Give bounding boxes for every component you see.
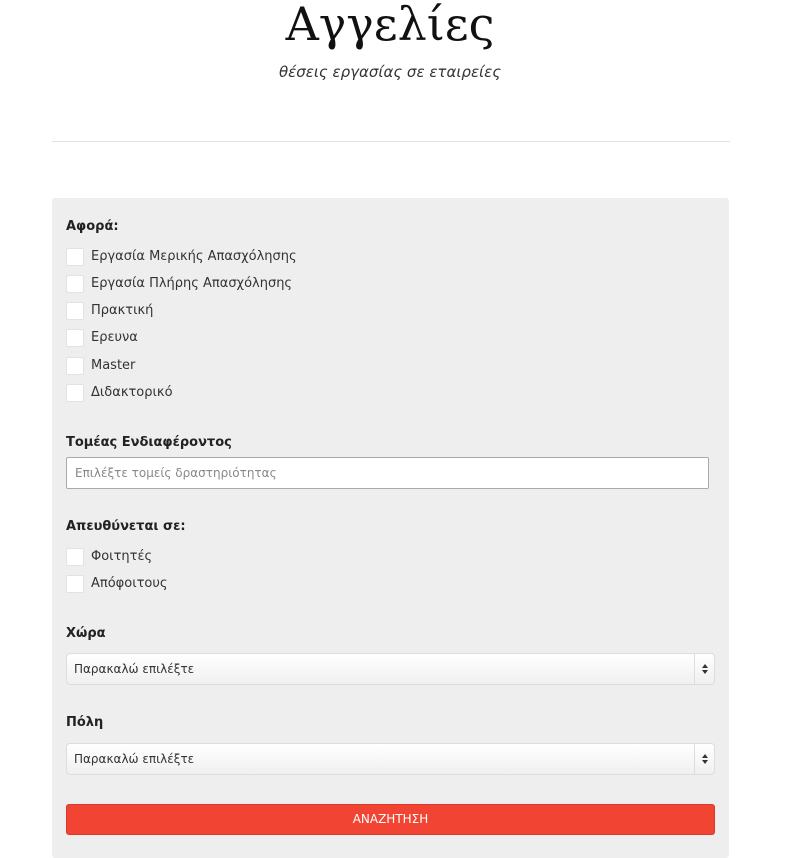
search-filter-panel — [52, 198, 729, 858]
master-label[interactable]: Master — [91, 358, 136, 373]
internship-label[interactable]: Πρακτική — [91, 303, 154, 318]
city-label: Πόλη — [66, 715, 104, 730]
checkbox-row-internship[interactable] — [66, 301, 153, 321]
graduates-label[interactable]: Απόφοιτους — [91, 576, 168, 591]
checkbox-row-students[interactable] — [66, 547, 152, 567]
city-select[interactable] — [66, 743, 715, 775]
part-time-checkbox[interactable] — [66, 248, 84, 266]
search-button[interactable]: ΑΝΑΖΗΤΗΣΗ — [66, 804, 715, 835]
checkbox-row-part-time[interactable] — [66, 247, 297, 267]
phd-label[interactable]: Διδακτορικό — [91, 385, 173, 400]
research-label[interactable]: Ερευνα — [91, 330, 138, 345]
master-checkbox[interactable] — [66, 357, 84, 375]
city-select-arrows-icon[interactable] — [694, 744, 714, 774]
checkbox-row-research[interactable] — [66, 328, 138, 348]
arrow-up-icon — [702, 664, 708, 668]
concerns-label: Αφορά: — [66, 219, 119, 234]
internship-checkbox[interactable] — [66, 302, 84, 320]
header-divider — [52, 141, 730, 142]
full-time-checkbox[interactable] — [66, 275, 84, 293]
checkbox-row-graduates[interactable] — [66, 574, 168, 594]
research-checkbox[interactable] — [66, 329, 84, 347]
full-time-label[interactable]: Εργασία Πλήρης Απασχόλησης — [91, 276, 293, 291]
country-select-value[interactable]: Παρακαλώ επιλέξτε — [74, 662, 195, 676]
students-checkbox[interactable] — [66, 548, 84, 566]
checkbox-row-master[interactable] — [66, 356, 135, 376]
checkbox-row-full-time[interactable] — [66, 274, 292, 294]
country-select-arrows-icon[interactable] — [694, 654, 714, 684]
country-select[interactable] — [66, 653, 715, 685]
phd-checkbox[interactable] — [66, 384, 84, 402]
audience-label: Απευθύνεται σε: — [66, 519, 186, 534]
arrow-up-icon — [702, 754, 708, 758]
arrow-down-icon — [702, 760, 708, 764]
sector-label: Τομέας Ενδιαφέροντος — [66, 435, 232, 450]
page-title: Αγγελίες — [285, 0, 495, 51]
sector-input[interactable] — [66, 457, 709, 489]
checkbox-row-phd[interactable] — [66, 383, 173, 403]
graduates-checkbox[interactable] — [66, 575, 84, 593]
arrow-down-icon — [702, 670, 708, 674]
country-label: Χώρα — [66, 626, 106, 641]
students-label[interactable]: Φοιτητές — [91, 549, 153, 564]
page-subtitle: θέσεις εργασίας σε εταιρείες — [278, 63, 502, 81]
city-select-value[interactable]: Παρακαλώ επιλέξτε — [74, 752, 195, 766]
part-time-label[interactable]: Εργασία Μερικής Απασχόλησης — [91, 249, 297, 264]
